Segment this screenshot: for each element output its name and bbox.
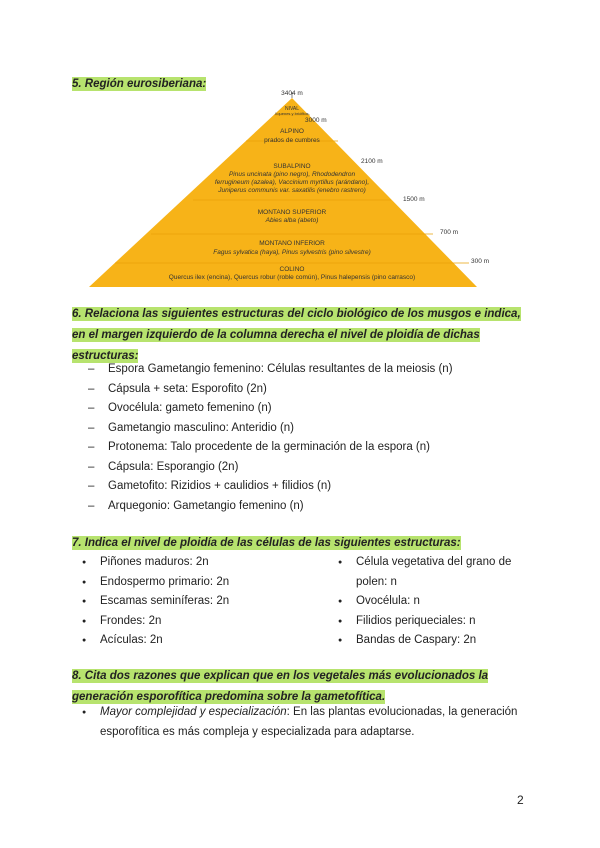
label-subalpino: SUBALPINO	[273, 163, 311, 170]
label-subalpino-l2: ferrugineum (azalea), Vaccinium myrtillus (arándano),	[214, 179, 370, 186]
list-item: – Cápsula + seta: Esporofito (2n)	[72, 380, 542, 400]
list-item: ● Ovocélula: n	[328, 592, 538, 612]
label-subalpino-l3: Juniperus communis var. saxatilis (enebro rastrero)	[218, 187, 366, 194]
label-montano-inferior: MONTANO INFERIOR	[259, 240, 325, 247]
list-item: – Gametangio masculino: Anteridio (n)	[72, 419, 542, 439]
list-item: – Gametofito: Rizidios + caulidios + filidios (n)	[72, 477, 542, 497]
list-item: – Cápsula: Esporangio (2n)	[72, 458, 542, 478]
list-item: – Arquegonio: Gametangio femenino (n)	[72, 497, 542, 517]
list-item: ● Escamas seminíferas: 2n	[72, 592, 322, 612]
alt-top: 3404 m	[281, 90, 303, 97]
label-montano-inferior-sub: Fagus sylvatica (haya), Pinus sylvestris (pino silvestre)	[213, 249, 371, 256]
list-item: ● Filidios periqueciales: n	[328, 612, 538, 632]
section7-heading: 7. Indica el nivel de ploidía de las células de las siguientes estructuras:	[72, 537, 461, 549]
reason-text: : En las plantas evolucionadas, la generación esporofítica es más compleja y especializada para adaptarse.	[100, 706, 518, 738]
label-nival: NIVAL	[284, 106, 300, 112]
altitude-pyramid-diagram	[85, 88, 505, 288]
label-nival-sub: líquenes y briófitos	[275, 111, 309, 116]
alt-700: 700 m	[440, 229, 459, 236]
reason-title: Mayor complejidad y especialización	[100, 706, 287, 718]
list-item: ● Endospermo primario: 2n	[72, 573, 322, 593]
section5-heading: 5. Región eurosiberiana:	[72, 78, 207, 90]
list-item: ● Frondes: 2n	[72, 612, 322, 632]
list-item: – Ovocélula: gameto femenino (n)	[72, 399, 542, 419]
label-alpino-sub: prados de cumbres	[264, 137, 320, 144]
label-montano-superior: MONTANO SUPERIOR	[257, 209, 327, 216]
list-item	[72, 703, 532, 742]
label-subalpino-l1: Pinus uncinata (pino negro), Rhododendron	[228, 171, 356, 178]
list-item: ● Célula vegetativa del grano de polen: n	[328, 553, 538, 592]
label-colino-sub: Quercus ilex (encina), Quercus robur (roble común), Pinus halepensis (pino carrasco)	[168, 274, 416, 281]
section7-left-list	[72, 553, 322, 651]
list-item: – Espora Gametangio femenino: Células resultantes de la meiosis (n)	[72, 360, 542, 380]
page-number: 2	[517, 793, 524, 807]
section8-list	[72, 703, 532, 742]
section7-right-list	[328, 553, 538, 651]
list-item: ● Acículas: 2n	[72, 631, 322, 651]
alt-1500: 1500 m	[403, 196, 425, 203]
list-item: – Protonema: Talo procedente de la germinación de la espora (n)	[72, 438, 542, 458]
alt-3000: 3000 m	[305, 117, 327, 124]
section6-list	[72, 360, 542, 516]
label-colino: COLINO	[279, 266, 305, 273]
label-montano-superior-sub: Abies alba (abeto)	[265, 217, 319, 224]
list-item: ● Bandas de Caspary: 2n	[328, 631, 538, 651]
alt-2100: 2100 m	[361, 158, 383, 165]
section6-heading: 6. Relaciona las siguientes estructuras del ciclo biológico de los musgos e indica, en el margen izquierdo de la columna derecha el nivel de ploidía de dichas estructuras:	[72, 308, 521, 362]
section8-heading: 8. Cita dos razones que explican que en los vegetales más evolucionados la generación esporofítica predomina sobre la gametofítica.	[72, 670, 489, 703]
alt-300: 300 m	[471, 258, 490, 265]
label-alpino: ALPINO	[280, 128, 304, 135]
list-item: ● Piñones maduros: 2n	[72, 553, 322, 573]
